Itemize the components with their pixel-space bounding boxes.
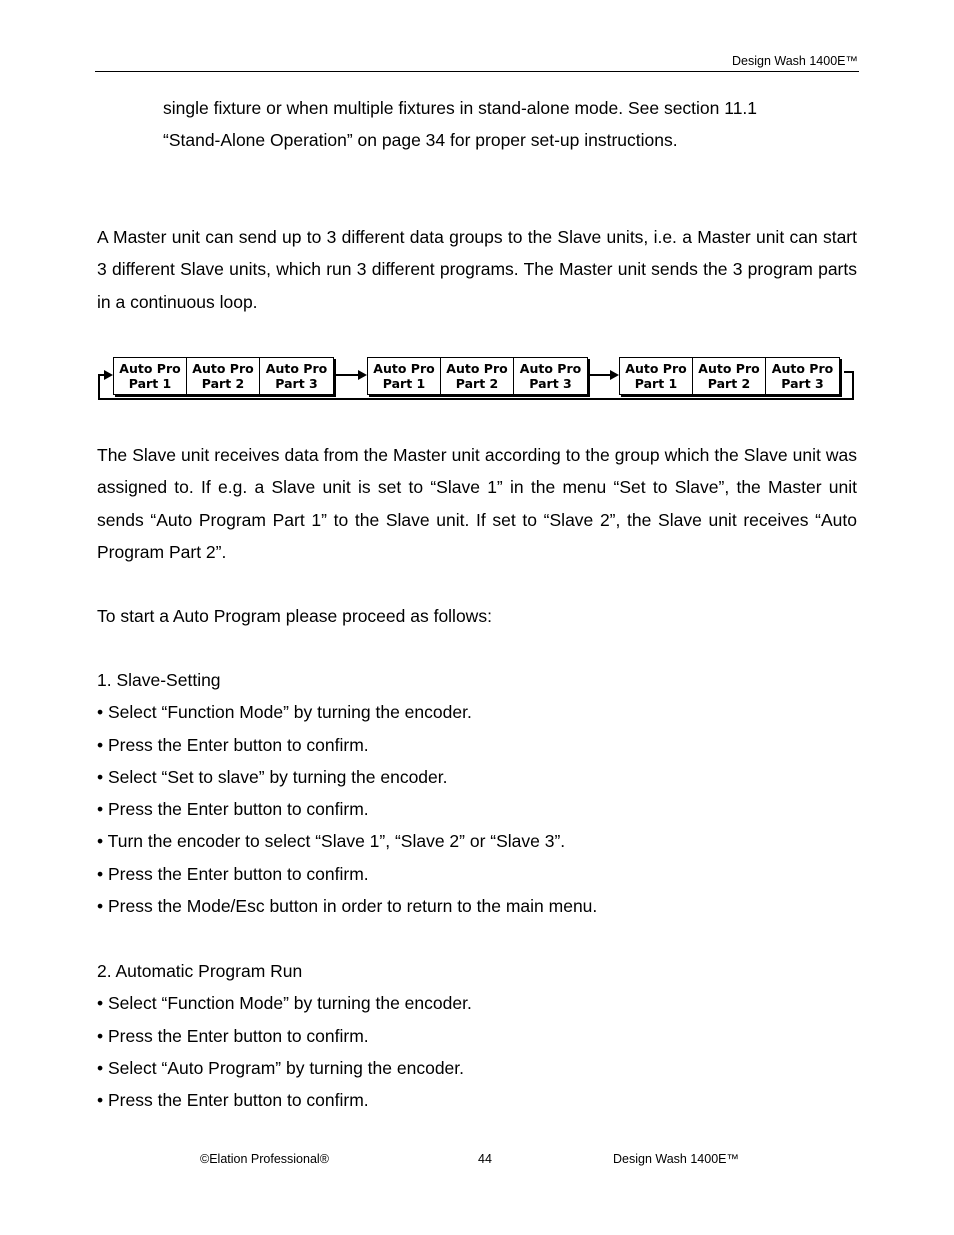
box-line2: Part 1 — [634, 376, 678, 391]
program-box — [187, 358, 260, 394]
program-box — [620, 358, 693, 394]
box-line1: Auto Pro — [446, 361, 508, 376]
entry-arrow-head — [104, 370, 113, 380]
box-line2: Part 3 — [529, 376, 572, 391]
list-item: • Turn the encoder to select “Slave 1”, “Slave 2” or “Slave 3”. — [97, 831, 566, 852]
loop-line-right-stub — [844, 371, 854, 373]
arrow-1-shaft — [336, 374, 358, 376]
header-title: Design Wash 1400E™ — [732, 54, 858, 68]
intro-line: single fixture or when multiple fixtures in stand-alone mode. See section 11.1 — [163, 98, 758, 118]
list-item: • Press the Enter button to confirm. — [97, 799, 369, 820]
list-item: • Press the Enter button to confirm. — [97, 1025, 369, 1046]
list-item: • Press the Enter button to confirm. — [97, 1090, 369, 1111]
box-line1: Auto Pro — [625, 361, 687, 376]
arrow-2-shaft — [590, 374, 610, 376]
header-divider — [95, 71, 859, 72]
program-group-2 — [367, 357, 588, 395]
program-box — [114, 358, 187, 394]
box-line2: Part 1 — [382, 376, 426, 391]
box-line2: Part 2 — [455, 376, 499, 391]
program-group-3 — [619, 357, 840, 395]
program-box — [766, 358, 839, 394]
box-line2: Part 1 — [128, 376, 172, 391]
section-heading: 2. Automatic Program Run — [97, 961, 303, 981]
footer-copyright: ©Elation Professional® — [200, 1152, 329, 1166]
box-line1: Auto Pro — [771, 361, 834, 376]
list-item: • Select “Set to slave” by turning the encoder. — [97, 766, 448, 787]
box-line1: Auto Pro — [192, 361, 254, 376]
box-line2: Part 3 — [275, 376, 318, 391]
list-item: • Select “Function Mode” by turning the encoder. — [97, 993, 472, 1014]
box-line2: Part 2 — [707, 376, 751, 391]
program-group-1 — [113, 357, 334, 395]
box-line1: Auto Pro — [698, 361, 760, 376]
list-item: • Press the Enter button to confirm. — [97, 863, 369, 884]
footer-page-number: 44 — [478, 1152, 492, 1166]
box-line2: Part 2 — [201, 376, 245, 391]
section-heading: 1. Slave-Setting — [97, 670, 221, 690]
program-box — [368, 358, 441, 394]
master-paragraph: A Master unit can send up to 3 different data groups to the Slave units, i.e. a Master unit can start 3 different Slave units, which run 3 different programs. The Master unit sends the 3 program parts in a continuous loop. — [97, 227, 857, 312]
list-item: • Press the Mode/Esc button in order to return to the main menu. — [97, 896, 598, 917]
box-line1: Auto Pro — [119, 361, 181, 376]
slave-setting-list — [97, 664, 857, 922]
intro-line: “Stand-Alone Operation” on page 34 for proper set-up instructions. — [163, 130, 678, 150]
automatic-program-run-list — [97, 955, 857, 1116]
auto-program-loop-diagram — [96, 354, 858, 402]
intro-paragraph — [163, 92, 863, 156]
loop-line-left — [98, 374, 100, 400]
footer-product-name: Design Wash 1400E™ — [613, 1152, 739, 1166]
slave-paragraph: The Slave unit receives data from the Master unit according to the group which the Slave unit was assigned to. If e.g. a Slave unit is set to “Slave 1” in the menu “Set to Slave”, the Master unit sends “Auto Program Part 1” to the Slave unit. If set to “Slave 2”, the Slave unit receives “Auto Program Part 2”. — [97, 445, 857, 562]
start-instructions: To start a Auto Program please proceed as follows: — [97, 606, 492, 626]
box-line1: Auto Pro — [373, 361, 435, 376]
program-box — [260, 358, 333, 394]
box-line1: Auto Pro — [519, 361, 582, 376]
program-box — [693, 358, 766, 394]
program-box — [514, 358, 587, 394]
loop-line-bottom — [98, 398, 854, 400]
box-line1: Auto Pro — [265, 361, 328, 376]
list-item: • Press the Enter button to confirm. — [97, 734, 369, 755]
loop-line-right — [852, 371, 854, 400]
box-line2: Part 3 — [781, 376, 824, 391]
arrow-2-head — [610, 370, 619, 380]
arrow-1-head — [358, 370, 367, 380]
list-item: • Select “Function Mode” by turning the encoder. — [97, 702, 472, 723]
list-item: • Select “Auto Program” by turning the encoder. — [97, 1057, 465, 1078]
program-box — [441, 358, 514, 394]
